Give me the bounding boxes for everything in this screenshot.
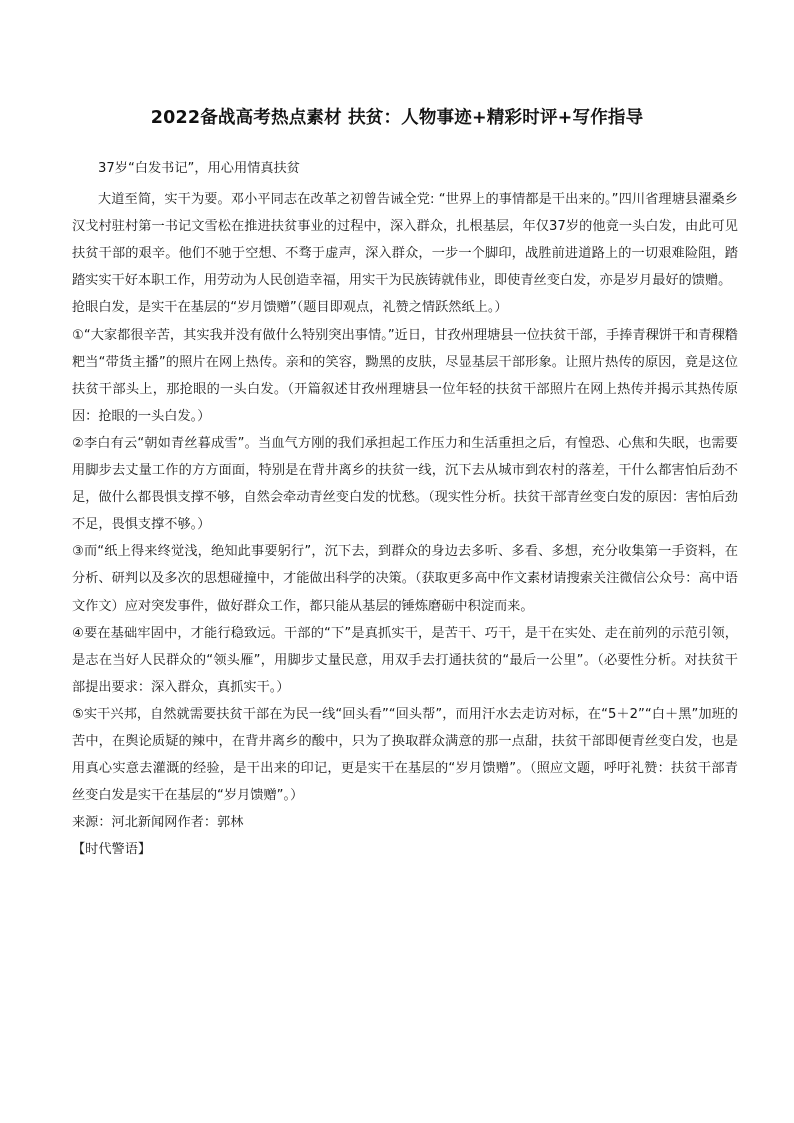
subheading: 37岁“白发书记”，用心用情真扶贫 — [98, 161, 300, 176]
essay-paragraph-3: ③而“纸上得来终觉浅，绝知此事要躬行”，沉下去，到群众的身边去多听、多看、多想，充分收集第一手资料，在分析、研判以及多次的思想碰撞中，才能做出科学的决策。（获取更多高中作文素材请搜索关注微信公众号：高中语文作文）应对突发事件，做好群众工作，都只能从基层的锤炼磨砺中积淀而来。 — [72, 544, 738, 614]
document-body — [72, 155, 738, 863]
document-title: 2022备战高考热点素材 扶贫：人物事迹+精彩时评+写作指导 — [150, 108, 644, 128]
intro-paragraph: 大道至简，实干为要。邓小平同志在改革之初曾告诫全党: “世界上的事情都是干出来的。”四川省理塘县濯桑乡汉戈村驻村第一书记文雪松在推进扶贫事业的过程中，深入群众，扎根基层，年仅37岁的他竟一头白发，由此可见扶贫干部的艰辛。他们不驰于空想、不骛于虚声，深入群众，一步一个脚印，战胜前进道路上的一切艰难险阻，踏踏实实干好本职工作，用劳动为人民创造幸福，用实干为民族铸就伟业，即使青丝变白发，亦是岁月最好的馈赠。 — [72, 192, 738, 289]
essay-paragraph-1: ①“大家都很辛苦，其实我并没有做什么特别突出事情。”近日，甘孜州理塘县一位扶贫干部，手捧青稞饼干和青稞糌粑当“带货主播”的照片在网上热传。亲和的笑容，黝黑的皮肤，尽显基层干部形象。让照片热传的原因，竟是这位扶贫干部头上，那抢眼的一头白发。（开篇叙述甘孜州理塘县一位年轻的扶贫干部照片在网上热传并揭示其热传原因：抢眼的一头白发。） — [72, 327, 738, 424]
section-heading: 【时代警语】 — [72, 842, 152, 858]
source-line: 来源：河北新闻网作者：郭林 — [72, 815, 244, 831]
essay-paragraph-4: ④要在基础牢固中，才能行稳致远。干部的“下”是真抓实干，是苦干、巧干，是干在实处、走在前列的示范引领，是志在当好人民群众的“领头雁”，用脚步丈量民意，用双手去打通扶贫的“最后一公里”。（必要性分析。对扶贫干部提出要求：深入群众，真抓实干。） — [72, 625, 738, 695]
essay-paragraph-2: ②李白有云“朝如青丝暮成雪”。当血气方刚的我们承担起工作压力和生活重担之后，有惶恐、心焦和失眠，也需要用脚步去丈量工作的方方面面，特别是在背井离乡的扶贫一线，沉下去从城市到农村的落差，干什么都害怕后劲不足，做什么都畏惧支撑不够，自然会牵动青丝变白发的忧愁。（现实性分析。扶贫干部青丝变白发的原因：害怕后劲不足，畏惧支撑不够。） — [72, 435, 738, 533]
essay-paragraph-5: ⑤实干兴邦，自然就需要扶贫干部在为民一线“回头看”“回头帮”，而用汗水去走访对标，在“5＋2”“白＋黑”加班的苦中，在舆论质疑的辣中，在背井离乡的酸中，只为了换取群众满意的那一点甜，扶贫干部即便青丝变白发，也是用真心实意去灌溉的经验，是干出来的印记，更是实干在基层的“岁月馈赠”。（照应文题，呼吁礼赞：扶贫干部青丝变白发是实干在基层的“岁月馈赠”。） — [72, 706, 738, 804]
essay-title-line: 抢眼白发，是实干在基层的“岁月馈赠”（题目即观点，礼赞之情跃然纸上。） — [72, 300, 508, 316]
